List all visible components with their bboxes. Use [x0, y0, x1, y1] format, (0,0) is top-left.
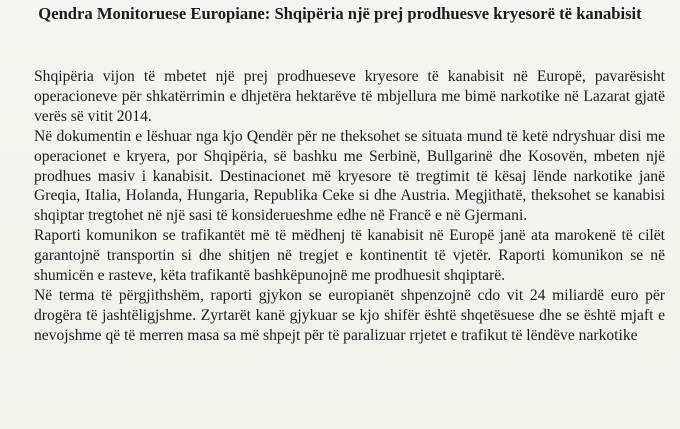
- paragraph: Në terma të përgjithshëm, raporti gjykon se europianët shpenzojnë cdo vit 24 miliardë euro për drogëra të jashtëligjshme. Zyrtarët kanë gjykuar se kjo shifër është shqetësuese dhe se është mjaft e nevojshme që të merren masa sa më shpejt për të paralizuar rrjetet e trafikut të lëndëve narkotike: [34, 286, 665, 344]
- paragraph: Në dokumentin e lëshuar nga kjo Qendër për ne theksohet se situata mund të ketë ndryshuar disi me operacionet e kryera, por Shqipëria, së bashku me Serbinë, Bullgarinë dhe Kosovën, mbeten një prodhues masiv i kanabisit. Destinacionet më kryesore të tregtimit të kësaj lënde narkotike janë Greqia, Italia, Holanda, Hungaria, Republika Ceke si dhe Austria. Megjithatë, theksohet se kanabisi shqiptar tregtohet në një sasi të konsiderueshme edhe në Francë e në Gjermani.: [34, 127, 665, 225]
- paragraph: Raporti komunikon se trafikantët më të mëdhenj të kanabisit në Europë janë ata marokenë të cilët garantojnë transportin si dhe shitjen në tregjet e kontinentit të vjetër. Raporti komunikon se në shumicën e rasteve, këta trafikantë bashkëpunojnë me prodhuesit shqiptarë.: [34, 227, 665, 285]
- article-body: [34, 67, 665, 346]
- article-title: Qendra Monitoruese Europiane: Shqipëria një prej prodhuesve kryesorë të kanabisit: [38, 4, 642, 23]
- paragraph: Shqipëria vijon të mbetet një prej prodhueseve kryesore të kanabisit në Europë, pavarësisht operacioneve për shkatërrimin e dhjetëra hektarëve të mbjellura me bimë narkotike në Lazarat gjatë verës së vitit 2014.: [34, 68, 665, 125]
